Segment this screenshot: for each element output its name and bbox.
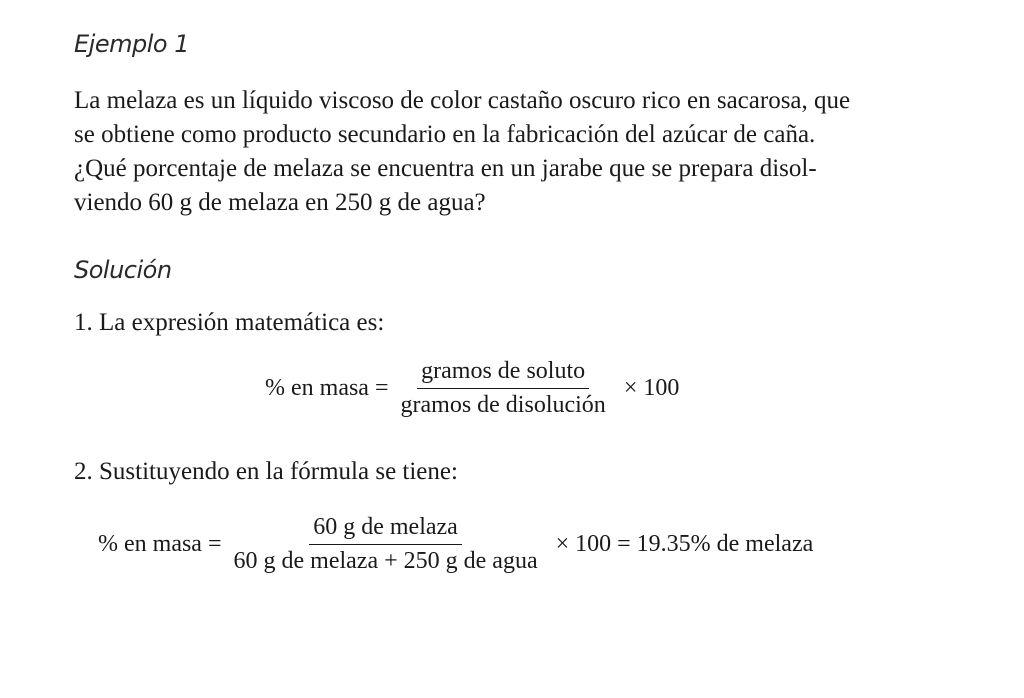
fraction-numerator: 60 g de melaza [309, 514, 462, 545]
formula-lhs: % en masa = [98, 531, 222, 557]
problem-line: La melaza es un líquido viscoso de color castaño oscuro rico en sacarosa, que [74, 87, 851, 114]
general-formula [265, 358, 679, 419]
substituted-formula [98, 514, 813, 575]
problem-statement [74, 84, 954, 220]
problem-line: viendo 60 g de melaza en 250 g de agua? [74, 189, 486, 216]
formula-fraction [230, 514, 542, 575]
example-heading: Ejemplo 1 [74, 30, 189, 58]
fraction-denominator: 60 g de melaza + 250 g de agua [233, 548, 538, 574]
formula-result: × 100 = 19.35% de melaza [555, 531, 814, 557]
step-2-text: 2. Sustituyendo en la fórmula se tiene: [74, 458, 458, 485]
solution-heading: Solución [74, 256, 172, 284]
formula-lhs: % en masa = [265, 375, 389, 401]
fraction-numerator: gramos de soluto [417, 358, 589, 389]
fraction-denominator: gramos de disolución [400, 392, 606, 418]
formula-fraction [397, 358, 610, 419]
problem-line: se obtiene como producto secundario en la fabricación del azúcar de caña. [74, 121, 816, 148]
problem-line: ¿Qué porcentaje de melaza se encuentra en un jarabe que se prepara disol- [74, 155, 817, 182]
formula-multiplier: × 100 [623, 375, 680, 401]
step-1-text: 1. La expresión matemática es: [74, 309, 385, 336]
